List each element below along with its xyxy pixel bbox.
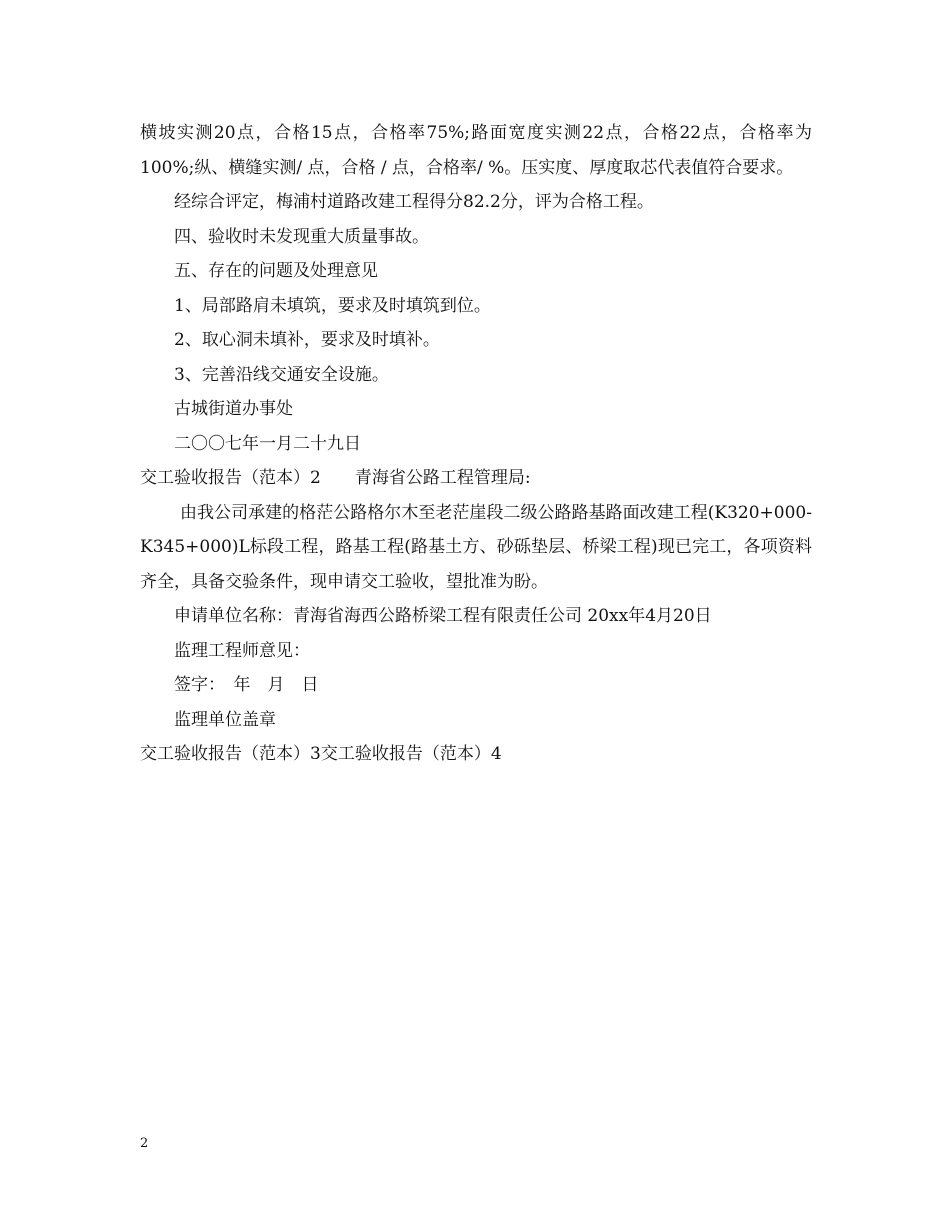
paragraph-application-body: 由我公司承建的格茫公路格尔木至老茫崖段二级公路路基路面改建工程(K320+000-K345+000)L标段工程，路基工程(路基土方、砂砾垫层、桥梁工程)现已完工，各项资料齐全，具备交验条件，现申请交工验收，望批准为盼。 <box>140 502 812 592</box>
paragraph-issue-2: 2、取心洞未填补，要求及时填补。 <box>174 330 440 350</box>
paragraph-inspection-results: 横坡实测20点，合格15点，合格率75%;路面宽度实测22点，合格22点，合格率为100%;纵、横缝实测/ 点，合格 / 点，合格率/ %。压实度、厚度取芯代表值符合要求。 <box>140 123 812 178</box>
report-heading-2: 交工验收报告（范本）2 青海省公路工程管理局: <box>140 468 531 488</box>
paragraph-applicant: 申请单位名称：青海省海西公路桥梁工程有限责任公司 20xx年4月20日 <box>174 606 712 626</box>
signature-office: 古城街道办事处 <box>174 399 293 419</box>
document-body <box>140 116 812 772</box>
paragraph-issue-1: 1、局部路肩未填筑，要求及时填筑到位。 <box>174 295 491 316</box>
paragraph-signature-line: 签字： 年 月 日 <box>174 675 319 695</box>
paragraph-supervisor-seal: 监理单位盖章 <box>174 709 276 730</box>
paragraph-section-five-heading: 五、存在的问题及处理意见 <box>174 261 378 281</box>
page-number: 2 <box>140 1136 149 1151</box>
paragraph-issue-3: 3、完善沿线交通安全设施。 <box>174 364 389 385</box>
paragraph-section-four: 四、验收时未发现重大质量事故。 <box>174 226 429 247</box>
paragraph-overall-evaluation: 经综合评定，梅浦村道路改建工程得分82.2分，评为合格工程。 <box>174 192 654 212</box>
signature-date: 二〇〇七年一月二十九日 <box>174 433 361 454</box>
paragraph-supervisor-opinion: 监理工程师意见： <box>174 640 310 661</box>
report-heading-3-4: 交工验收报告（范本）3交工验收报告（范本）4 <box>140 744 502 764</box>
